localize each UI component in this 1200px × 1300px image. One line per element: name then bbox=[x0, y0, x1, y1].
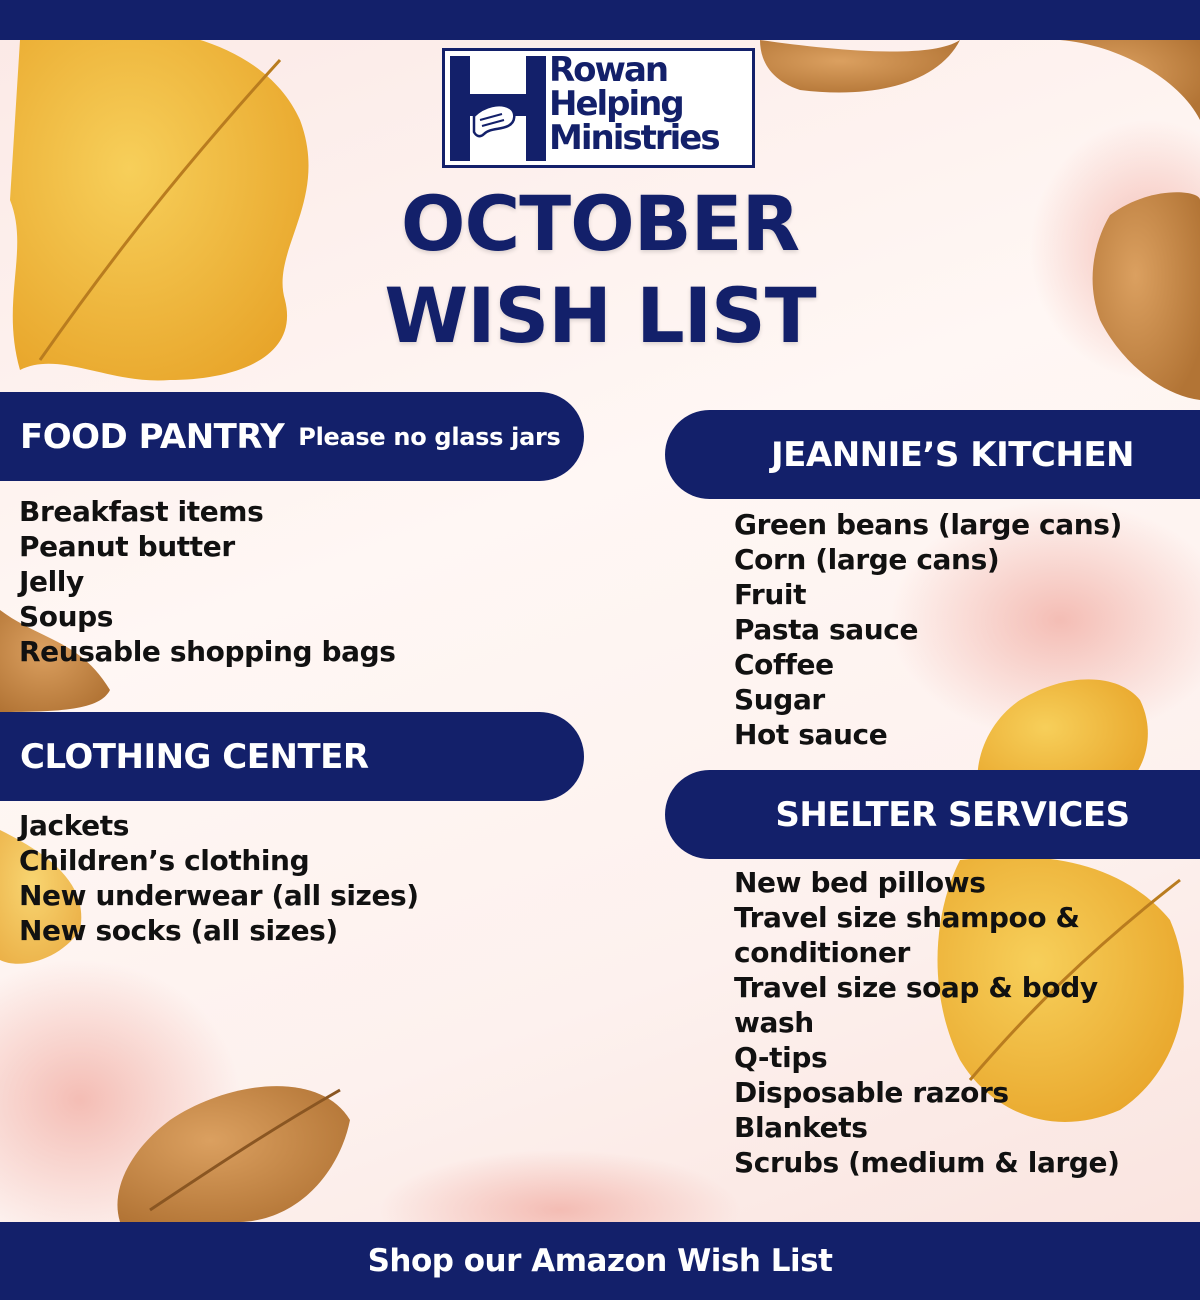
food-pantry-list bbox=[19, 494, 396, 669]
jeannies-kitchen-title: JEANNIE’S KITCHEN bbox=[771, 434, 1134, 475]
list-item: Q-tips bbox=[734, 1041, 828, 1074]
logo-text bbox=[549, 50, 749, 158]
logo-line-1: Rowan bbox=[549, 50, 668, 90]
top-bar bbox=[0, 0, 1200, 40]
list-item: Travel size soap & body wash bbox=[734, 971, 1098, 1039]
list-item: New underwear (all sizes) bbox=[19, 879, 419, 912]
list-item: Disposable razors bbox=[734, 1076, 1009, 1109]
jeannies-kitchen-banner bbox=[665, 410, 1200, 499]
helping-hands-icon bbox=[450, 56, 546, 161]
list-item: Coffee bbox=[734, 648, 834, 681]
list-item: Hot sauce bbox=[734, 718, 888, 751]
clothing-center-list bbox=[19, 808, 419, 948]
clothing-center-title: CLOTHING CENTER bbox=[20, 736, 369, 777]
shelter-services-title: SHELTER SERVICES bbox=[775, 794, 1130, 835]
list-item: Children’s clothing bbox=[19, 844, 310, 877]
list-item: Pasta sauce bbox=[734, 613, 919, 646]
list-item: New bed pillows bbox=[734, 866, 986, 899]
list-item: Sugar bbox=[734, 683, 825, 716]
page-title bbox=[0, 178, 1200, 362]
list-item: Green beans (large cans) bbox=[734, 508, 1122, 541]
list-item: Peanut butter bbox=[19, 530, 235, 563]
clothing-center-banner bbox=[0, 712, 584, 801]
food-pantry-title: FOOD PANTRY bbox=[20, 416, 285, 457]
list-item: Reusable shopping bags bbox=[19, 635, 396, 668]
brown-leaf-top-right bbox=[760, 40, 1200, 120]
list-item: Jackets bbox=[19, 809, 130, 842]
list-item: Blankets bbox=[734, 1111, 868, 1144]
list-item: New socks (all sizes) bbox=[19, 914, 338, 947]
shelter-services-banner bbox=[665, 770, 1200, 859]
list-item: Fruit bbox=[734, 578, 807, 611]
title-line-2: WISH LIST bbox=[384, 271, 816, 360]
list-item: Breakfast items bbox=[19, 495, 264, 528]
rowan-helping-ministries-logo bbox=[442, 48, 755, 168]
list-item: Travel size shampoo & bbox=[734, 901, 1080, 934]
list-item: Scrubs (medium & large) bbox=[734, 1146, 1120, 1179]
list-item: Corn (large cans) bbox=[734, 543, 1000, 576]
food-pantry-note: Please no glass jars bbox=[298, 422, 561, 451]
logo-line-2: Helping bbox=[549, 84, 683, 124]
list-item: Soups bbox=[19, 600, 114, 633]
food-pantry-banner bbox=[0, 392, 584, 481]
list-item: conditioner bbox=[734, 936, 910, 969]
title-line-1: OCTOBER bbox=[400, 179, 800, 268]
jeannies-kitchen-list bbox=[734, 507, 1122, 752]
amazon-wish-list-link[interactable]: Shop our Amazon Wish List bbox=[367, 1243, 833, 1279]
footer-bar bbox=[0, 1222, 1200, 1300]
logo-line-3: Ministries bbox=[549, 118, 719, 158]
shelter-services-list bbox=[734, 865, 1174, 1180]
list-item: Jelly bbox=[19, 565, 84, 598]
